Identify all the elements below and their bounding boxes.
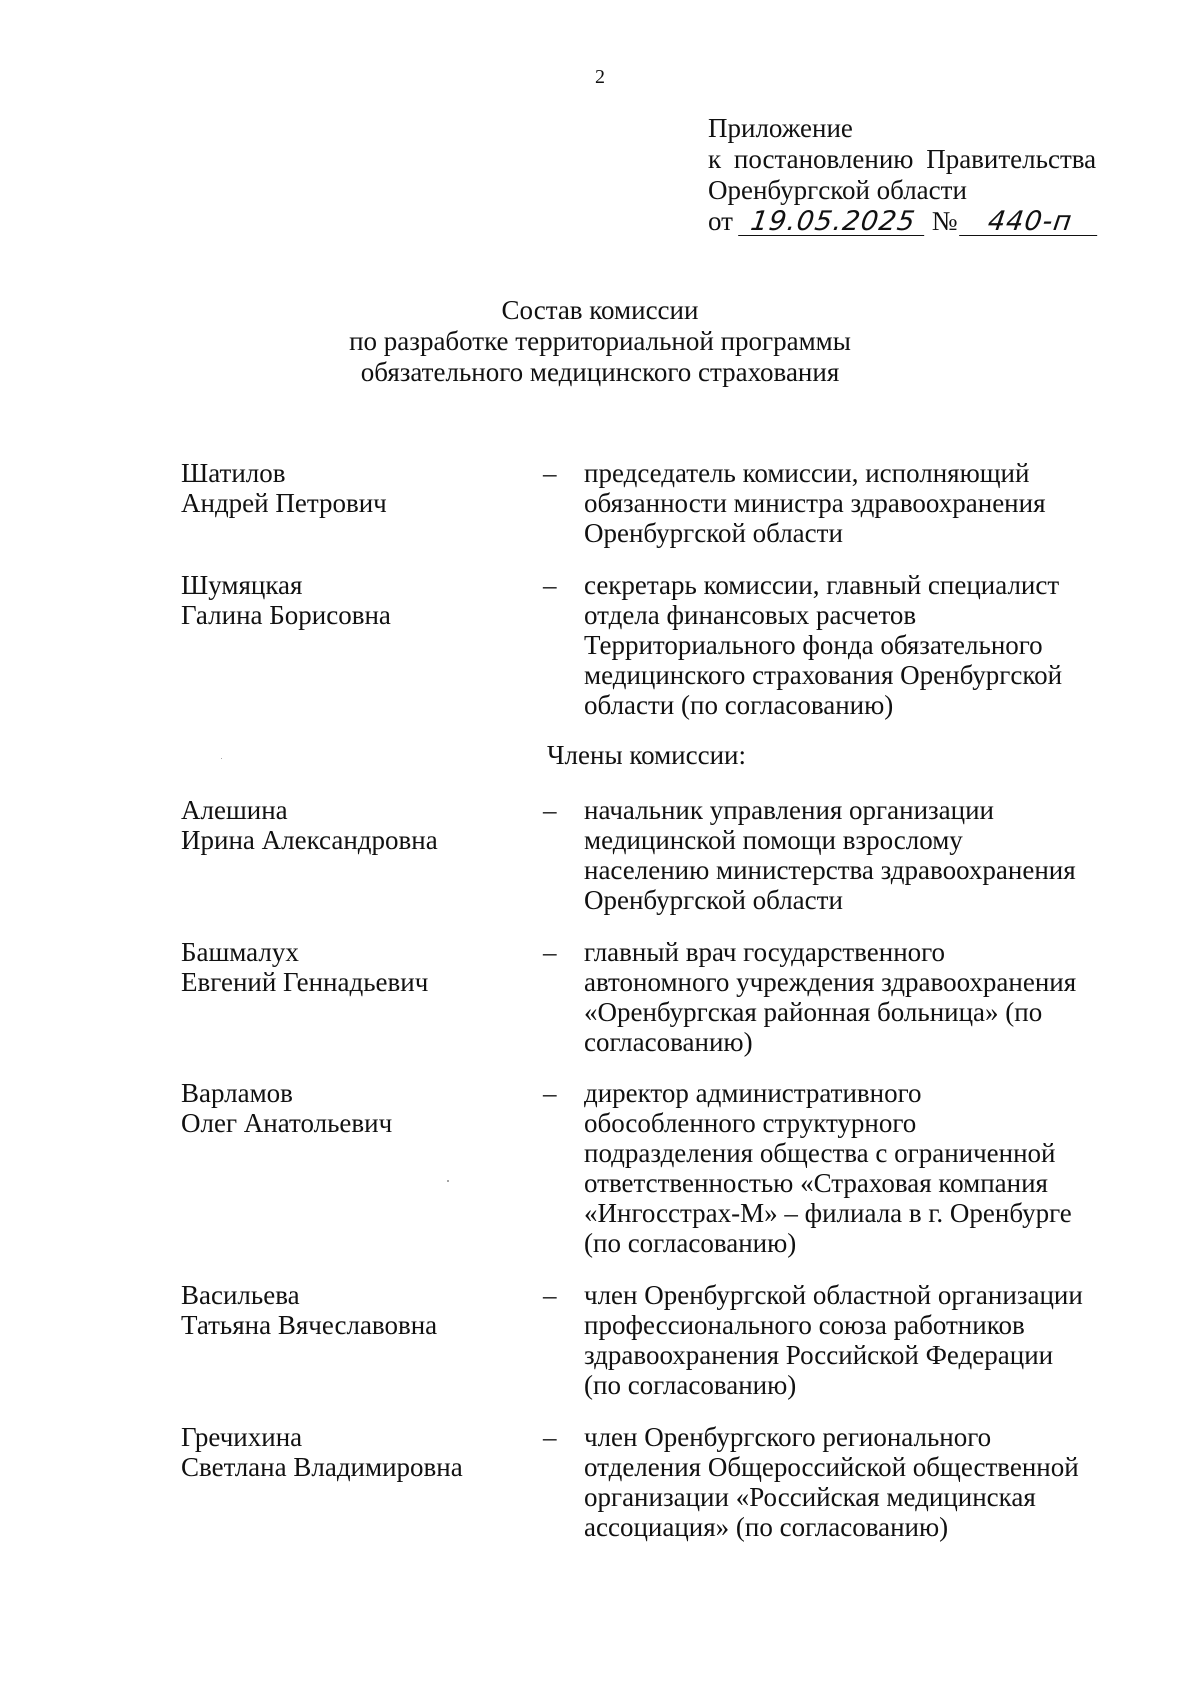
role-line: обособленного структурного: [584, 1108, 917, 1138]
role-line: отделения Общероссийской общественной: [584, 1452, 1079, 1482]
member-surname: Гречихина: [181, 1422, 303, 1452]
role-line: медицинской помощи взрослому: [584, 825, 963, 855]
scan-speck: [447, 1180, 449, 1182]
member-role: [584, 570, 1144, 720]
appendix-block: [708, 113, 1148, 237]
member-surname: Васильева: [181, 1280, 300, 1310]
member-given-names: Андрей Петрович: [181, 488, 387, 518]
role-line: согласованию): [584, 1027, 753, 1057]
member-given-names: Олег Анатольевич: [181, 1108, 393, 1138]
member-surname: Шумяцкая: [181, 570, 303, 600]
member-surname: Шатилов: [181, 458, 286, 488]
member-surname: Башмалух: [181, 937, 299, 967]
role-line: секретарь комиссии, главный специалист: [584, 570, 1060, 600]
role-line: Оренбургской области: [584, 885, 843, 915]
member-given-names: Галина Борисовна: [181, 600, 391, 630]
handwritten-date: 19.05.2025: [738, 209, 928, 236]
member-role: [584, 937, 1144, 1057]
role-line: ассоциация» (по согласованию): [584, 1512, 949, 1542]
member-name: [181, 1280, 511, 1340]
members-heading: Члены комиссии:: [547, 740, 746, 770]
role-line: подразделения общества с ограниченной: [584, 1138, 1056, 1168]
role-line: профессионального союза работников: [584, 1310, 1025, 1340]
appendix-region-line: Оренбургской области: [708, 175, 967, 205]
role-line: организации «Российская медицинская: [584, 1482, 1036, 1512]
role-line: здравоохранения Российской Федерации: [584, 1340, 1054, 1370]
member-dash: –: [543, 795, 557, 825]
scan-speck: [221, 758, 222, 759]
title-line-1: Состав комиссии: [501, 295, 699, 325]
member-dash: –: [543, 1280, 557, 1310]
role-line: (по согласованию): [584, 1370, 797, 1400]
appendix-resolution-line: к постановлению Правительства: [708, 144, 1097, 174]
member-name: [181, 937, 511, 997]
role-line: член Оренбургской областной организации: [584, 1280, 1083, 1310]
role-line: «Ингосстрах-М» – филиала в г. Оренбурге: [584, 1198, 1072, 1228]
member-surname: Варламов: [181, 1078, 293, 1108]
role-line: (по согласованию): [584, 1228, 797, 1258]
appendix-date-line: [708, 206, 1148, 237]
role-line: главный врач государственного: [584, 937, 946, 967]
member-surname: Алешина: [181, 795, 288, 825]
member-dash: –: [543, 937, 557, 967]
member-given-names: Евгений Геннадьевич: [181, 967, 429, 997]
member-name: [181, 458, 511, 518]
appendix-label: Приложение: [708, 113, 853, 143]
document-title: [0, 295, 1200, 388]
role-line: Территориального фонда обязательного: [584, 630, 1043, 660]
member-dash: –: [543, 570, 557, 600]
role-line: медицинского страхования Оренбургской: [584, 660, 1063, 690]
member-name: [181, 795, 511, 855]
role-line: «Оренбургская районная больница» (по: [584, 997, 1043, 1027]
role-line: председатель комиссии, исполняющий: [584, 458, 1030, 488]
number-sign: №: [931, 206, 958, 236]
role-line: директор административного: [584, 1078, 922, 1108]
member-name: [181, 1078, 511, 1138]
title-line-3: обязательного медицинского страхования: [360, 357, 840, 387]
role-line: области (по согласованию): [584, 690, 894, 720]
member-given-names: Ирина Александровна: [181, 825, 438, 855]
member-role: [584, 1280, 1144, 1400]
role-line: член Оренбургского регионального: [584, 1422, 992, 1452]
member-dash: –: [543, 1078, 557, 1108]
member-dash: –: [543, 458, 557, 488]
member-name: [181, 1422, 511, 1482]
role-line: автономного учреждения здравоохранения: [584, 967, 1077, 997]
page-number: 2: [595, 66, 605, 88]
member-role: [584, 1078, 1144, 1258]
title-line-2: по разработке территориальной программы: [349, 326, 851, 356]
member-given-names: Светлана Владимировна: [181, 1452, 463, 1482]
member-dash: –: [543, 1422, 557, 1452]
member-name: [181, 570, 511, 630]
role-line: ответственностью «Страховая компания: [584, 1168, 1048, 1198]
role-line: обязанности министра здравоохранения: [584, 488, 1046, 518]
role-line: населению министерства здравоохранения: [584, 855, 1076, 885]
member-role: [584, 795, 1144, 915]
member-role: [584, 458, 1144, 548]
role-line: начальник управления организации: [584, 795, 995, 825]
date-prefix: от: [708, 206, 733, 236]
handwritten-number: 440-п: [960, 209, 1102, 236]
role-line: отдела финансовых расчетов: [584, 600, 917, 630]
role-line: Оренбургской области: [584, 518, 843, 548]
member-role: [584, 1422, 1144, 1542]
member-given-names: Татьяна Вячеславовна: [181, 1310, 438, 1340]
